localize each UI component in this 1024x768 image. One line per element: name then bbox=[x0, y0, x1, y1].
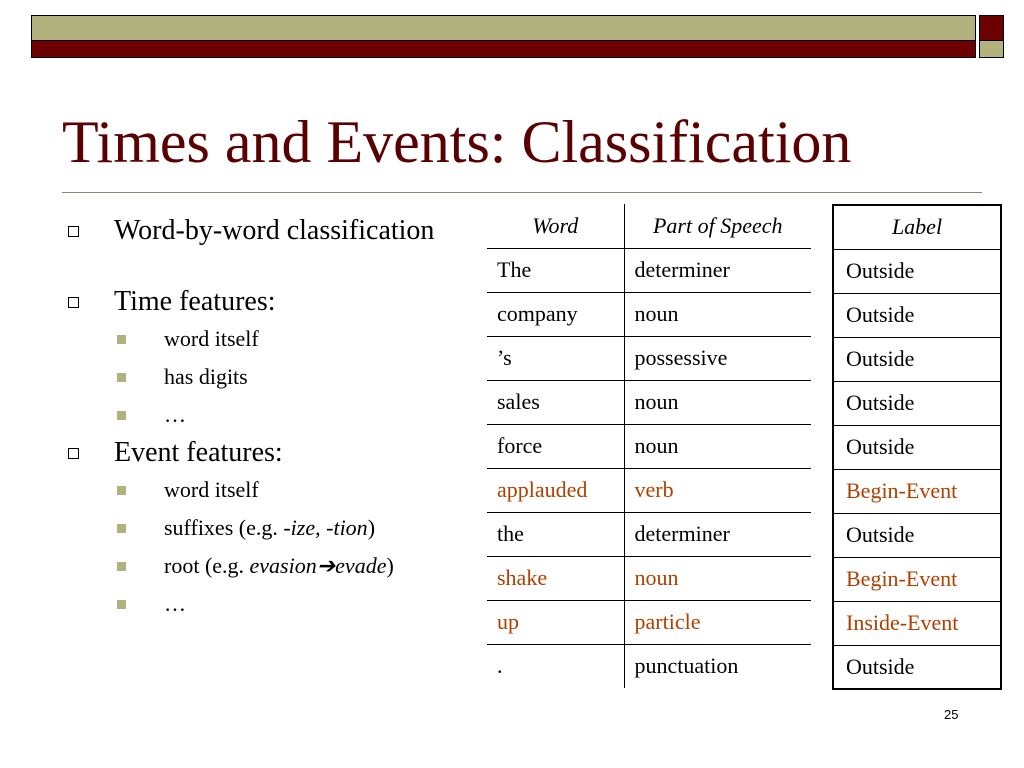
pos-cell: noun bbox=[624, 380, 811, 424]
table-row bbox=[487, 512, 811, 556]
pos-cell: determiner bbox=[624, 512, 811, 556]
hollow-square-bullet-icon bbox=[68, 226, 79, 237]
pos-cell: noun bbox=[624, 424, 811, 468]
word-cell: shake bbox=[487, 556, 624, 600]
word-cell: company bbox=[487, 292, 624, 336]
table-row-highlighted bbox=[487, 468, 811, 512]
label-table bbox=[832, 204, 1002, 690]
label-cell: Begin-Event bbox=[833, 469, 1001, 513]
sub-bullet: … bbox=[62, 396, 472, 434]
table-row bbox=[833, 249, 1001, 293]
label-cell: Outside bbox=[833, 293, 1001, 337]
table-header-row bbox=[833, 205, 1001, 249]
pos-cell: noun bbox=[624, 556, 811, 600]
word-cell: The bbox=[487, 248, 624, 292]
word-cell: applauded bbox=[487, 468, 624, 512]
table-row bbox=[487, 248, 811, 292]
word-cell: sales bbox=[487, 380, 624, 424]
right-arrow-icon: ➔ bbox=[316, 553, 336, 578]
table-header-row bbox=[487, 204, 811, 248]
bullet-time-features bbox=[62, 283, 472, 320]
corner-square-olive bbox=[979, 41, 1004, 58]
label-cell: Outside bbox=[833, 381, 1001, 425]
pos-cell: noun bbox=[624, 292, 811, 336]
bullet-text: Time features: bbox=[114, 286, 276, 317]
sub-bullet: … bbox=[62, 585, 472, 623]
table-row bbox=[487, 424, 811, 468]
table-row bbox=[833, 337, 1001, 381]
word-pos-table bbox=[487, 204, 811, 688]
word-cell: up bbox=[487, 600, 624, 644]
pos-cell: possessive bbox=[624, 336, 811, 380]
column-header-pos: Part of Speech bbox=[624, 204, 811, 248]
table-row-highlighted bbox=[487, 600, 811, 644]
label-cell: Outside bbox=[833, 425, 1001, 469]
bullet-text: Word-by-word classification bbox=[114, 215, 435, 246]
corner-square-maroon bbox=[979, 15, 1004, 41]
bullet-event-features bbox=[62, 434, 472, 471]
table-row bbox=[487, 644, 811, 688]
pos-cell: verb bbox=[624, 468, 811, 512]
sub-bullet: root (e.g. evasion➔evade) bbox=[62, 547, 472, 585]
filled-square-bullet-icon bbox=[117, 562, 126, 571]
word-cell: ’s bbox=[487, 336, 624, 380]
word-cell: the bbox=[487, 512, 624, 556]
hollow-square-bullet-icon bbox=[68, 297, 79, 308]
label-cell: Outside bbox=[833, 249, 1001, 293]
pos-cell: particle bbox=[624, 600, 811, 644]
header-bar-maroon bbox=[31, 41, 976, 58]
page-number: 25 bbox=[944, 707, 959, 722]
table-row bbox=[487, 336, 811, 380]
pos-cell: punctuation bbox=[624, 644, 811, 688]
title-divider bbox=[62, 192, 982, 193]
word-cell: force bbox=[487, 424, 624, 468]
sub-bullet: suffixes (e.g. -ize, -tion) bbox=[62, 509, 472, 547]
label-cell: Inside-Event bbox=[833, 601, 1001, 645]
label-cell: Begin-Event bbox=[833, 557, 1001, 601]
table-row bbox=[833, 645, 1001, 689]
table-row bbox=[833, 513, 1001, 557]
sub-bullet: word itself bbox=[62, 320, 472, 358]
table-row-highlighted bbox=[833, 557, 1001, 601]
label-cell: Outside bbox=[833, 337, 1001, 381]
slide-title: Times and Events: Classification bbox=[62, 109, 852, 175]
label-cell: Outside bbox=[833, 645, 1001, 689]
filled-square-bullet-icon bbox=[117, 373, 126, 382]
hollow-square-bullet-icon bbox=[68, 448, 79, 459]
label-cell: Outside bbox=[833, 513, 1001, 557]
table-row bbox=[833, 425, 1001, 469]
table-row bbox=[487, 292, 811, 336]
column-header-label: Label bbox=[833, 205, 1001, 249]
bullet-word-by-word bbox=[62, 212, 472, 249]
word-cell: . bbox=[487, 644, 624, 688]
bullet-text: Event features: bbox=[114, 437, 283, 468]
column-header-word: Word bbox=[487, 204, 624, 248]
table-row bbox=[487, 380, 811, 424]
sub-bullet: has digits bbox=[62, 358, 472, 396]
filled-square-bullet-icon bbox=[117, 411, 126, 420]
table-row bbox=[833, 381, 1001, 425]
table-row-highlighted bbox=[487, 556, 811, 600]
filled-square-bullet-icon bbox=[117, 524, 126, 533]
header-bar-olive bbox=[31, 15, 976, 41]
filled-square-bullet-icon bbox=[117, 486, 126, 495]
table-row-highlighted bbox=[833, 601, 1001, 645]
table-row-highlighted bbox=[833, 469, 1001, 513]
pos-cell: determiner bbox=[624, 248, 811, 292]
filled-square-bullet-icon bbox=[117, 335, 126, 344]
table-row bbox=[833, 293, 1001, 337]
filled-square-bullet-icon bbox=[117, 600, 126, 609]
sub-bullet: word itself bbox=[62, 471, 472, 509]
bullet-list bbox=[62, 212, 472, 623]
